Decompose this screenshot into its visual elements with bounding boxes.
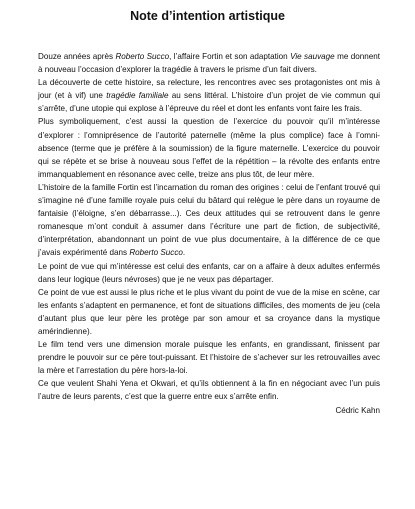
signature: Cédric Kahn — [335, 405, 380, 415]
document-body — [38, 50, 380, 417]
paragraph-5: Le point de vue qui m’intéresse est celui des enfants, car on a affaire à deux adultes enfermés dans leur logique (leurs névroses) que je ne veux pas départager. — [38, 261, 380, 284]
paragraph-2: La découverte de cette histoire, sa relecture, les rencontres avec ses protagonistes ont mis à jour (et à vif) une tragédie familiale au sens littéral. L’histoire d’un projet de vie commun qui s’arrête, d’une utopie qui explose à l’épreuve du réel et dont les enfants vont faire les frais. — [38, 78, 381, 114]
paragraph-6: Ce point de vue est aussi le plus riche et le plus vivant du point de vue de la mise en scène, car les enfants s’adaptent en permanence, et font de situations difficiles, des moments de jeu (cela d’autant plus que leur père les protège par son amour et sa croyance dans la mystique amérindienne). — [38, 287, 380, 336]
paragraph-7: Le film tend vers une dimension morale puisque les enfants, en grandissant, finissent par prendre le pouvoir sur ce père tout-puissant. Et l’histoire de s’achever sur les retrouvailles avec la mère et l’arrestation du père hors-la-loi. — [38, 340, 380, 376]
paragraph-8: Ce que veulent Shahi Yena et Okwari, et qu’ils obtiennent à la fin en négociant avec l’un puis l’autre de leurs parents, c’est que la guerre entre eux s’arrête enfin. — [38, 379, 380, 402]
document-title: Note d’intention artistique — [130, 9, 285, 23]
paragraph-4: L’histoire de la famille Fortin est l’incarnation du roman des origines : celui de l’enfant trouvé qui s’imagine né d’une famille royale puis celui du bâtard qui relègue le père dans un royaume de fantaisie (l’éloigne, s’en débarrasse...). Ces deux attitudes qui se retrouvent dans le genre romanesque m’ont conduit à assumer dans l’écriture une part de fiction, de subjectivité, d’interprétation, abandonnant un point de vue plus documentaire, à la différence de ce que j’avais expérimenté dans Roberto Succo. — [38, 182, 380, 258]
paragraph-1: Douze années après Roberto Succo, l’affaire Fortin et son adaptation Vie sauvage me donnent à nouveau l’occasion d’explorer la tragédie à travers le prisme d’un fait divers. — [38, 52, 380, 75]
paragraph-3: Plus symboliquement, c’est aussi la question de l’exercice du pouvoir qu’il m’intéresse d’explorer : l’omniprésence de l’autorité paternelle (même la plus complice) face à l’omni-absence (terme que je préfère à la soumission) de la figure maternelle. L’exercice du pouvoir qui se répète et se brise à nouveau sous l’effet de la répétition – la révolte des enfants entre immanquablement en résonance avec celle, treize ans plus tôt, de leur mère. — [38, 117, 380, 179]
